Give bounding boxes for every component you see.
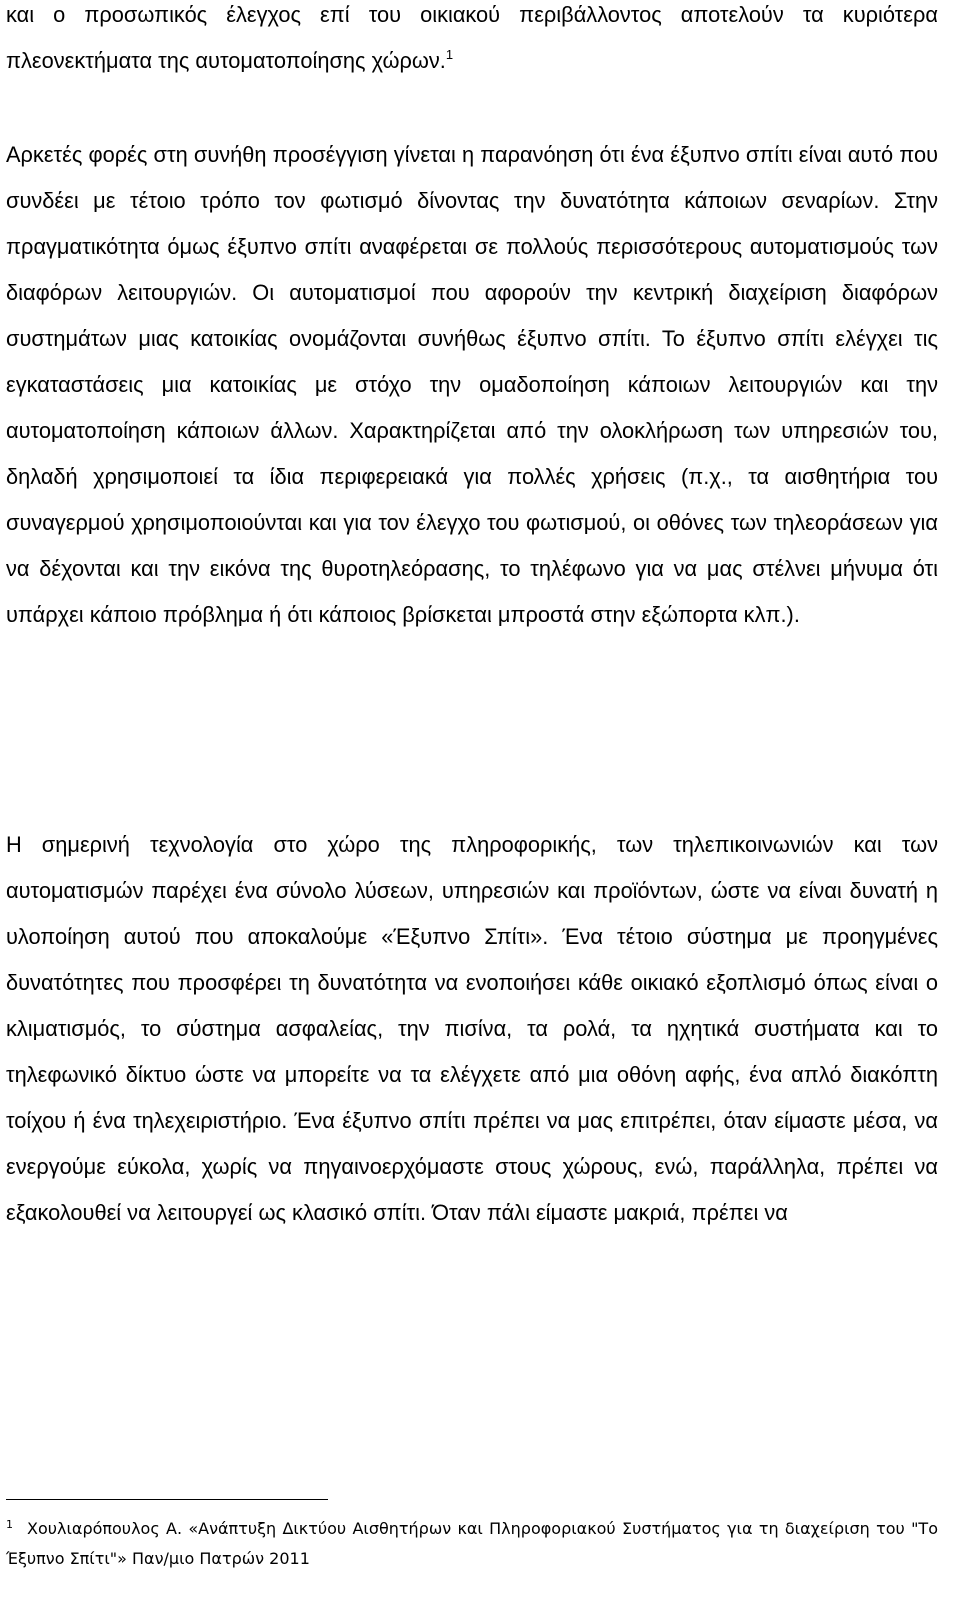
paragraph-1-text: και ο προσωπικός έλεγχος επί του οικιακού περιβάλλοντος αποτελούν τα κυριότερα πλεονεκτήματα της αυτοματοποίησης χώρων.	[6, 2, 938, 73]
footnote-separator	[6, 1499, 328, 1500]
paragraph-2: Αρκετές φορές στη συνήθη προσέγγιση γίνεται η παρανόηση ότι ένα έξυπνο σπίτι είναι αυτό που συνδέει με τέτοιο τρόπο τον φωτισμό δίνοντας την δυνατότητα κάποιων σεναρίων. Στην πραγματικότητα όμως έξυπνο σπίτι αναφέρεται σε πολλούς περισσότερους αυτοματισμούς των διαφόρων λειτουργιών. Οι αυτοματισμοί που αφορούν την κεντρική διαχείριση διαφόρων συστημάτων μιας κατοικίας ονομάζονται συνήθως έξυπνο σπίτι. Το έξυπνο σπίτι ελέγχει τις εγκαταστάσεις μια κατοικίας με στόχο την ομαδοποίηση κάποιων λειτουργιών και την αυτοματοποίηση κάποιων άλλων. Χαρακτηρίζεται από την ολοκλήρωση των υπηρεσιών του, δηλαδή χρησιμοποιεί τα ίδια περιφερειακά για πολλές χρήσεις (π.χ., τα αισθητήρια του συναγερμού χρησιμοποιούνται και για τον έλεγχο του φωτισμού, οι οθόνες των τηλεοράσεων για να δέχονται και την εικόνα της θυροτηλεόρασης, το τηλέφωνο για να μας στέλνει μήνυμα ότι υπάρχει κάποιο πρόβλημα ή ότι κάποιος βρίσκεται μπροστά στην εξώπορτα κλπ.).	[6, 142, 938, 627]
footnote-number: 1	[6, 1518, 13, 1531]
paragraph-1-tail	[6, 0, 938, 84]
footnote-text: Χουλιαρόπουλος Α. «Ανάπτυξη Δικτύου Αισθητήρων και Πληροφοριακού Συστήματος για τη διαχείριση του "Το Έξυπνο Σπίτι"» Παν/μιο Πατρών 2011	[6, 1519, 938, 1568]
paragraph-3: Η σημερινή τεχνολογία στο χώρο της πληροφορικής, των τηλεπικοινωνιών και των αυτοματισμών παρέχει ένα σύνολο λύσεων, υπηρεσιών και προϊόντων, ώστε να είναι δυνατή η υλοποίηση αυτού που αποκαλούμε «Έξυπνο Σπίτι». Ένα τέτοιο σύστημα με προηγμένες δυνατότητες που προσφέρει τη δυνατότητα να ενοποιήσει κάθε οικιακό εξοπλισμό όπως είναι ο κλιματισμός, το σύστημα ασφαλείας, την πισίνα, τα ρολά, τα ηχητικά συστήματα και το τηλεφωνικό δίκτυο ώστε να μπορείτε να τα ελέγχετε από μια οθόνη αφής, ένα απλό διακόπτη τοίχου ή ένα τηλεχειριστήριο. Ένα έξυπνο σπίτι πρέπει να μας επιτρέπει, όταν είμαστε μέσα, να ενεργούμε εύκολα, χωρίς να πηγαινοερχόμαστε στους χώρους, ενώ, παράλληλα, πρέπει να εξακολουθεί να λειτουργεί ως κλασικό σπίτι. Όταν πάλι είμαστε μακριά, πρέπει να	[6, 832, 938, 1225]
footnote	[6, 1514, 938, 1574]
footnote-reference: 1	[445, 47, 454, 62]
